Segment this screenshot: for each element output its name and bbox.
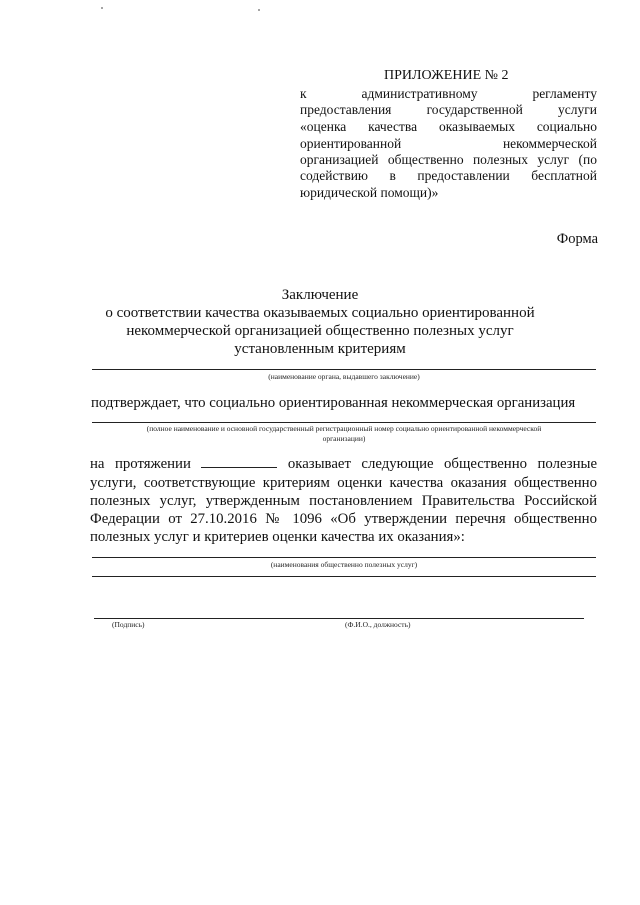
appendix-title: ПРИЛОЖЕНИЕ № 2	[384, 68, 509, 83]
body-line-4: Федерации от 27.10.2016 № 1096 «Об утверждении перечня общественно	[90, 511, 597, 527]
issuing-body-field-line[interactable]	[92, 369, 596, 370]
document-subtitle-line-1: о соответствии качества оказываемых социально ориентированной	[105, 305, 535, 321]
appendix-line-4: ориентированной некоммерческой	[300, 136, 597, 151]
body-line-5: полезных услуг и критериев оценки качества их оказания»:	[90, 529, 465, 545]
body-line-3: полезных услуг, утвержденным постановлением Правительства Российской	[90, 493, 597, 509]
signature-field-line[interactable]	[94, 618, 584, 619]
document-subtitle-line-3: установленным критериям	[234, 341, 406, 357]
organization-field-line[interactable]	[92, 422, 596, 423]
appendix-line-1: к административному регламенту	[300, 86, 597, 101]
document-subtitle-line-2: некоммерческой организацией общественно полезных услуг	[126, 323, 514, 339]
organization-caption-line-1: (полное наименование и основной государственный регистрационный номер социально ориентированной некоммерческой	[146, 424, 542, 433]
services-field-line[interactable]	[92, 557, 596, 558]
confirm-text: подтверждает, что социально ориентированная некоммерческая организация	[91, 395, 576, 411]
appendix-line-6: содействию в предоставлении бесплатной	[300, 168, 597, 183]
scan-artifact	[258, 9, 260, 11]
body-line-2: услуги, соответствующие критериям оценки качества оказания общественно	[90, 475, 597, 491]
body-line-1	[90, 455, 597, 474]
services-caption: (наименования общественно полезных услуг)	[270, 560, 418, 569]
scan-artifact	[101, 7, 103, 9]
appendix-line-5: организацией общественно полезных услуг (по	[300, 152, 597, 167]
signature-caption: (Подпись)	[112, 620, 145, 629]
document-title: Заключение	[281, 287, 359, 303]
period-blank-field[interactable]	[201, 455, 277, 468]
services-field-line-2[interactable]	[92, 576, 596, 577]
appendix-line-7: юридической помощи)»	[300, 185, 439, 200]
form-label: Форма	[556, 231, 598, 247]
name-position-caption: (Ф.И.О., должность)	[345, 620, 411, 629]
appendix-line-3: «оценка качества оказываемых социально	[300, 119, 597, 134]
organization-caption-line-2: организации)	[322, 434, 366, 443]
appendix-line-2: предоставления государственной услуги	[300, 102, 597, 117]
issuing-body-caption: (наименование органа, выдавшего заключение)	[268, 372, 420, 381]
period-suffix: оказывает следующие общественно полезные	[287, 456, 598, 472]
period-prefix: на протяжении	[90, 456, 191, 472]
